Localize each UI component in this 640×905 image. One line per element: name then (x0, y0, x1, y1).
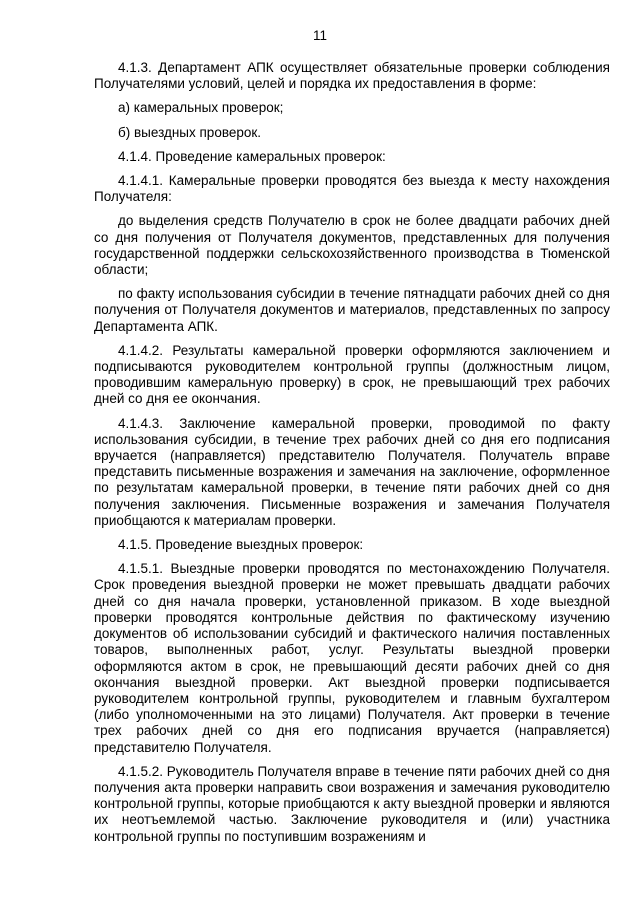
list-item-a: а) камеральных проверок; (118, 100, 284, 116)
paragraph-4-1-4-2: 4.1.4.2. Результаты камеральной проверки оформляются заключением и подписываются руководителем контрольной группы (должностным лицом, проводившим камеральную проверку) в срок, не превышающий трех рабочих дней со дня ее окончания. (94, 342, 610, 407)
paragraph-4-1-5-2: 4.1.5.2. Руководитель Получателя вправе в течение пяти рабочих дней со дня получения акта проверки направить свои возражения и замечания руководителю контрольной группы, которые приобщаются к акту выездной проверки и являются их неотъемлемой частью. Заключение руководителя и (или) участника контрольной группы по поступившим возражениям и (94, 763, 610, 844)
paragraph-4-1-4-1: 4.1.4.1. Камеральные проверки проводятся без выезда к месту нахождения Получателя: (94, 173, 610, 205)
list-item-b: б) выездных проверок. (118, 124, 262, 140)
paragraph-4-1-3: 4.1.3. Департамент АПК осуществляет обязательные проверки соблюдения Получателями условий, целей и порядка их предоставления в форме: (94, 60, 610, 92)
paragraph-4-1-5: 4.1.5. Проведение выездных проверок: (118, 537, 364, 553)
paragraph-4-1-4-3: 4.1.4.3. Заключение камеральной проверки, проводимой по факту использования субсидии, в течение трех рабочих дней со дня его подписания вручается (направляется) представителю Получателя. Получатель вправе представить письменные возражения и замечания на заключение, оформленное по результатам камеральной проверки, в течение пяти рабочих дней со дня получения заключения. Письменные возражения и замечания Получателя приобщаются к материалам проверки. (94, 415, 610, 528)
paragraph-4-1-5-1: 4.1.5.1. Выездные проверки проводятся по местонахождению Получателя. Срок проведения выездной проверки не может превышать двадцати рабочих дней со дня начала проверки, установленной приказом. В ходе выездной проверки проводятся контрольные действия по фактическому изучению документов об использовании субсидий и фактического наличия поставленных товаров, выполненных работ, услуг. Результаты выездной проверки оформляются актом в срок, не превышающий десяти рабочих дней со дня окончания выездной проверки. Акт выездной проверки подписывается руководителем контрольной группы, руководителем и главным бухгалтером (либо уполномоченными на это лицами) Получателя. Акт проверки в течение трех рабочих дней со дня его подписания вручается (направляется) представителю Получателя. (94, 561, 610, 755)
paragraph-subsidy-use: по факту использования субсидии в течение пятнадцати рабочих дней со дня получения от Получателя документов и материалов, представленных по запросу Департамента АПК. (94, 286, 610, 334)
document-body (94, 60, 610, 853)
paragraph-before-funds: до выделения средств Получателю в срок не более двадцати рабочих дней со дня получения от Получателя документов, представленных для получения государственной поддержки сельскохозяйственного производства в Тюменской области; (94, 213, 610, 278)
paragraph-4-1-4: 4.1.4. Проведение камеральных проверок: (118, 148, 386, 164)
page-number: 11 (312, 28, 327, 43)
